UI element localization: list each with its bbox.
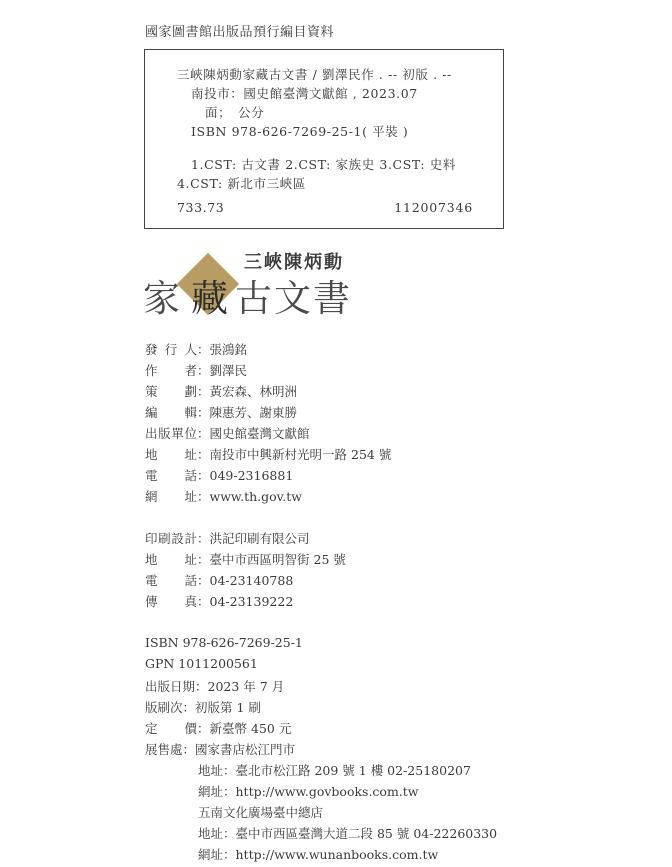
row-colon: ： (197, 594, 210, 609)
edition-value: 初版第 1 刷 (195, 700, 261, 715)
cip-record-box (144, 49, 504, 229)
publisher-info-row (145, 445, 391, 463)
title-char: 古 (235, 277, 272, 320)
row-colon: ： (197, 363, 210, 378)
publisher-info-row (145, 361, 247, 379)
cip-record-number: 112007346 (394, 200, 473, 215)
price-value: 新臺幣 450 元 (209, 721, 292, 736)
publish-date-line (145, 677, 284, 695)
title-char: 書 (313, 277, 350, 320)
store2-name: 五南文化廣場臺中總店 (198, 805, 324, 820)
edition-label: 版刷次： (145, 700, 196, 715)
publisher-info-row (145, 340, 247, 358)
row-label: 編 輯 (145, 405, 197, 420)
row-colon: ： (197, 447, 210, 462)
row-label: 策 劃 (145, 384, 197, 399)
row-colon: ： (197, 405, 210, 420)
publisher-info-row (145, 487, 302, 505)
publish-date-value: 2023 年 7 月 (207, 679, 285, 694)
row-value: 049-2316881 (209, 468, 294, 483)
printer-info-row (145, 571, 293, 589)
store1-address: 地址：臺北市松江路 209 號 1 樓 02-25180207 (198, 763, 471, 778)
publisher-info-row (145, 424, 310, 442)
row-value: 04-23139222 (209, 594, 294, 609)
row-label: 傳 真 (145, 594, 197, 609)
row-label: 電 話 (145, 468, 197, 483)
row-label: 作 者 (145, 363, 197, 378)
sales-label: 展售處： (145, 742, 196, 757)
title-char: 藏 (191, 277, 228, 320)
row-value: www.th.gov.tw (209, 489, 302, 504)
price-colon: ： (197, 721, 210, 736)
sales-line (145, 740, 295, 758)
cip-publisher-line: 南投市：國史館臺灣文獻館 , 2023.07 (191, 86, 418, 101)
row-label: 地 址 (145, 447, 197, 462)
publisher-info-row (145, 382, 297, 400)
row-label: 電 話 (145, 573, 197, 588)
row-colon: ： (197, 468, 210, 483)
printer-info-row (145, 592, 293, 610)
row-value: 陳惠芳、謝東勝 (209, 405, 298, 420)
printer-info-row (145, 550, 346, 568)
row-value: 黃宏森、林明洲 (209, 384, 298, 399)
price-label: 定 價 (145, 721, 197, 736)
row-value: 洪記印刷有限公司 (209, 531, 310, 546)
row-label: 地 址 (145, 552, 197, 567)
title-char: 家 (143, 277, 180, 320)
store2-website: 網址：http://www.wunanbooks.com.tw (198, 847, 439, 862)
row-value: 04-23140788 (209, 573, 294, 588)
row-colon: ： (197, 342, 210, 357)
row-colon: ： (197, 426, 210, 441)
cip-subjects-line: 1.CST: 古文書 2.CST: 家族史 3.CST: 史料 (191, 157, 456, 172)
row-value: 國史館臺灣文獻館 (209, 426, 310, 441)
row-label: 印 刷 設 計 (145, 531, 197, 546)
isbn-line: ISBN 978-626-7269-25-1 (145, 635, 303, 650)
row-label: 發 行 人 (145, 342, 197, 357)
publish-date-label: 出版日期： (145, 679, 208, 694)
cip-subjects-line-2: 4.CST: 新北市三峽區 (177, 176, 306, 191)
cip-class-number: 733.73 (177, 200, 225, 215)
store2-address: 地址：臺中市西區臺灣大道二段 85 號 04-22260330 (198, 826, 498, 841)
row-label: 出 版 單 位 (145, 426, 197, 441)
edition-line (145, 698, 261, 716)
row-colon: ： (197, 489, 210, 504)
price-line (145, 719, 291, 737)
row-colon: ： (197, 573, 210, 588)
cip-pages-line: 面； 公分 (205, 105, 265, 120)
row-colon: ： (197, 531, 210, 546)
row-value: 南投市中興新村光明一路 254 號 (209, 447, 392, 462)
page-header: 國家圖書館出版品預行編目資料 (145, 25, 335, 40)
title-subtitle: 三峽陳炳動 (244, 252, 344, 273)
row-value: 劉澤民 (209, 363, 248, 378)
title-char: 文 (274, 277, 311, 320)
book-title-logo (143, 244, 373, 324)
gpn-line: GPN 1011200561 (145, 656, 258, 671)
row-colon: ： (197, 384, 210, 399)
row-colon: ： (197, 552, 210, 567)
row-value: 臺中市西區明智街 25 號 (209, 552, 346, 567)
sales-store-1: 國家書店松江門市 (195, 742, 296, 757)
row-value: 張鴻銘 (209, 342, 248, 357)
store1-website: 網址：http://www.govbooks.com.tw (198, 784, 419, 799)
publisher-info-row (145, 466, 293, 484)
cip-title-line: 三峽陳炳動家藏古文書 / 劉澤民作 . -- 初版 . -- (177, 67, 452, 82)
publisher-info-row (145, 403, 297, 421)
cip-isbn-line: ISBN 978-626-7269-25-1( 平裝 ) (191, 124, 409, 139)
row-label: 網 址 (145, 489, 197, 504)
printer-info-row (145, 529, 310, 547)
